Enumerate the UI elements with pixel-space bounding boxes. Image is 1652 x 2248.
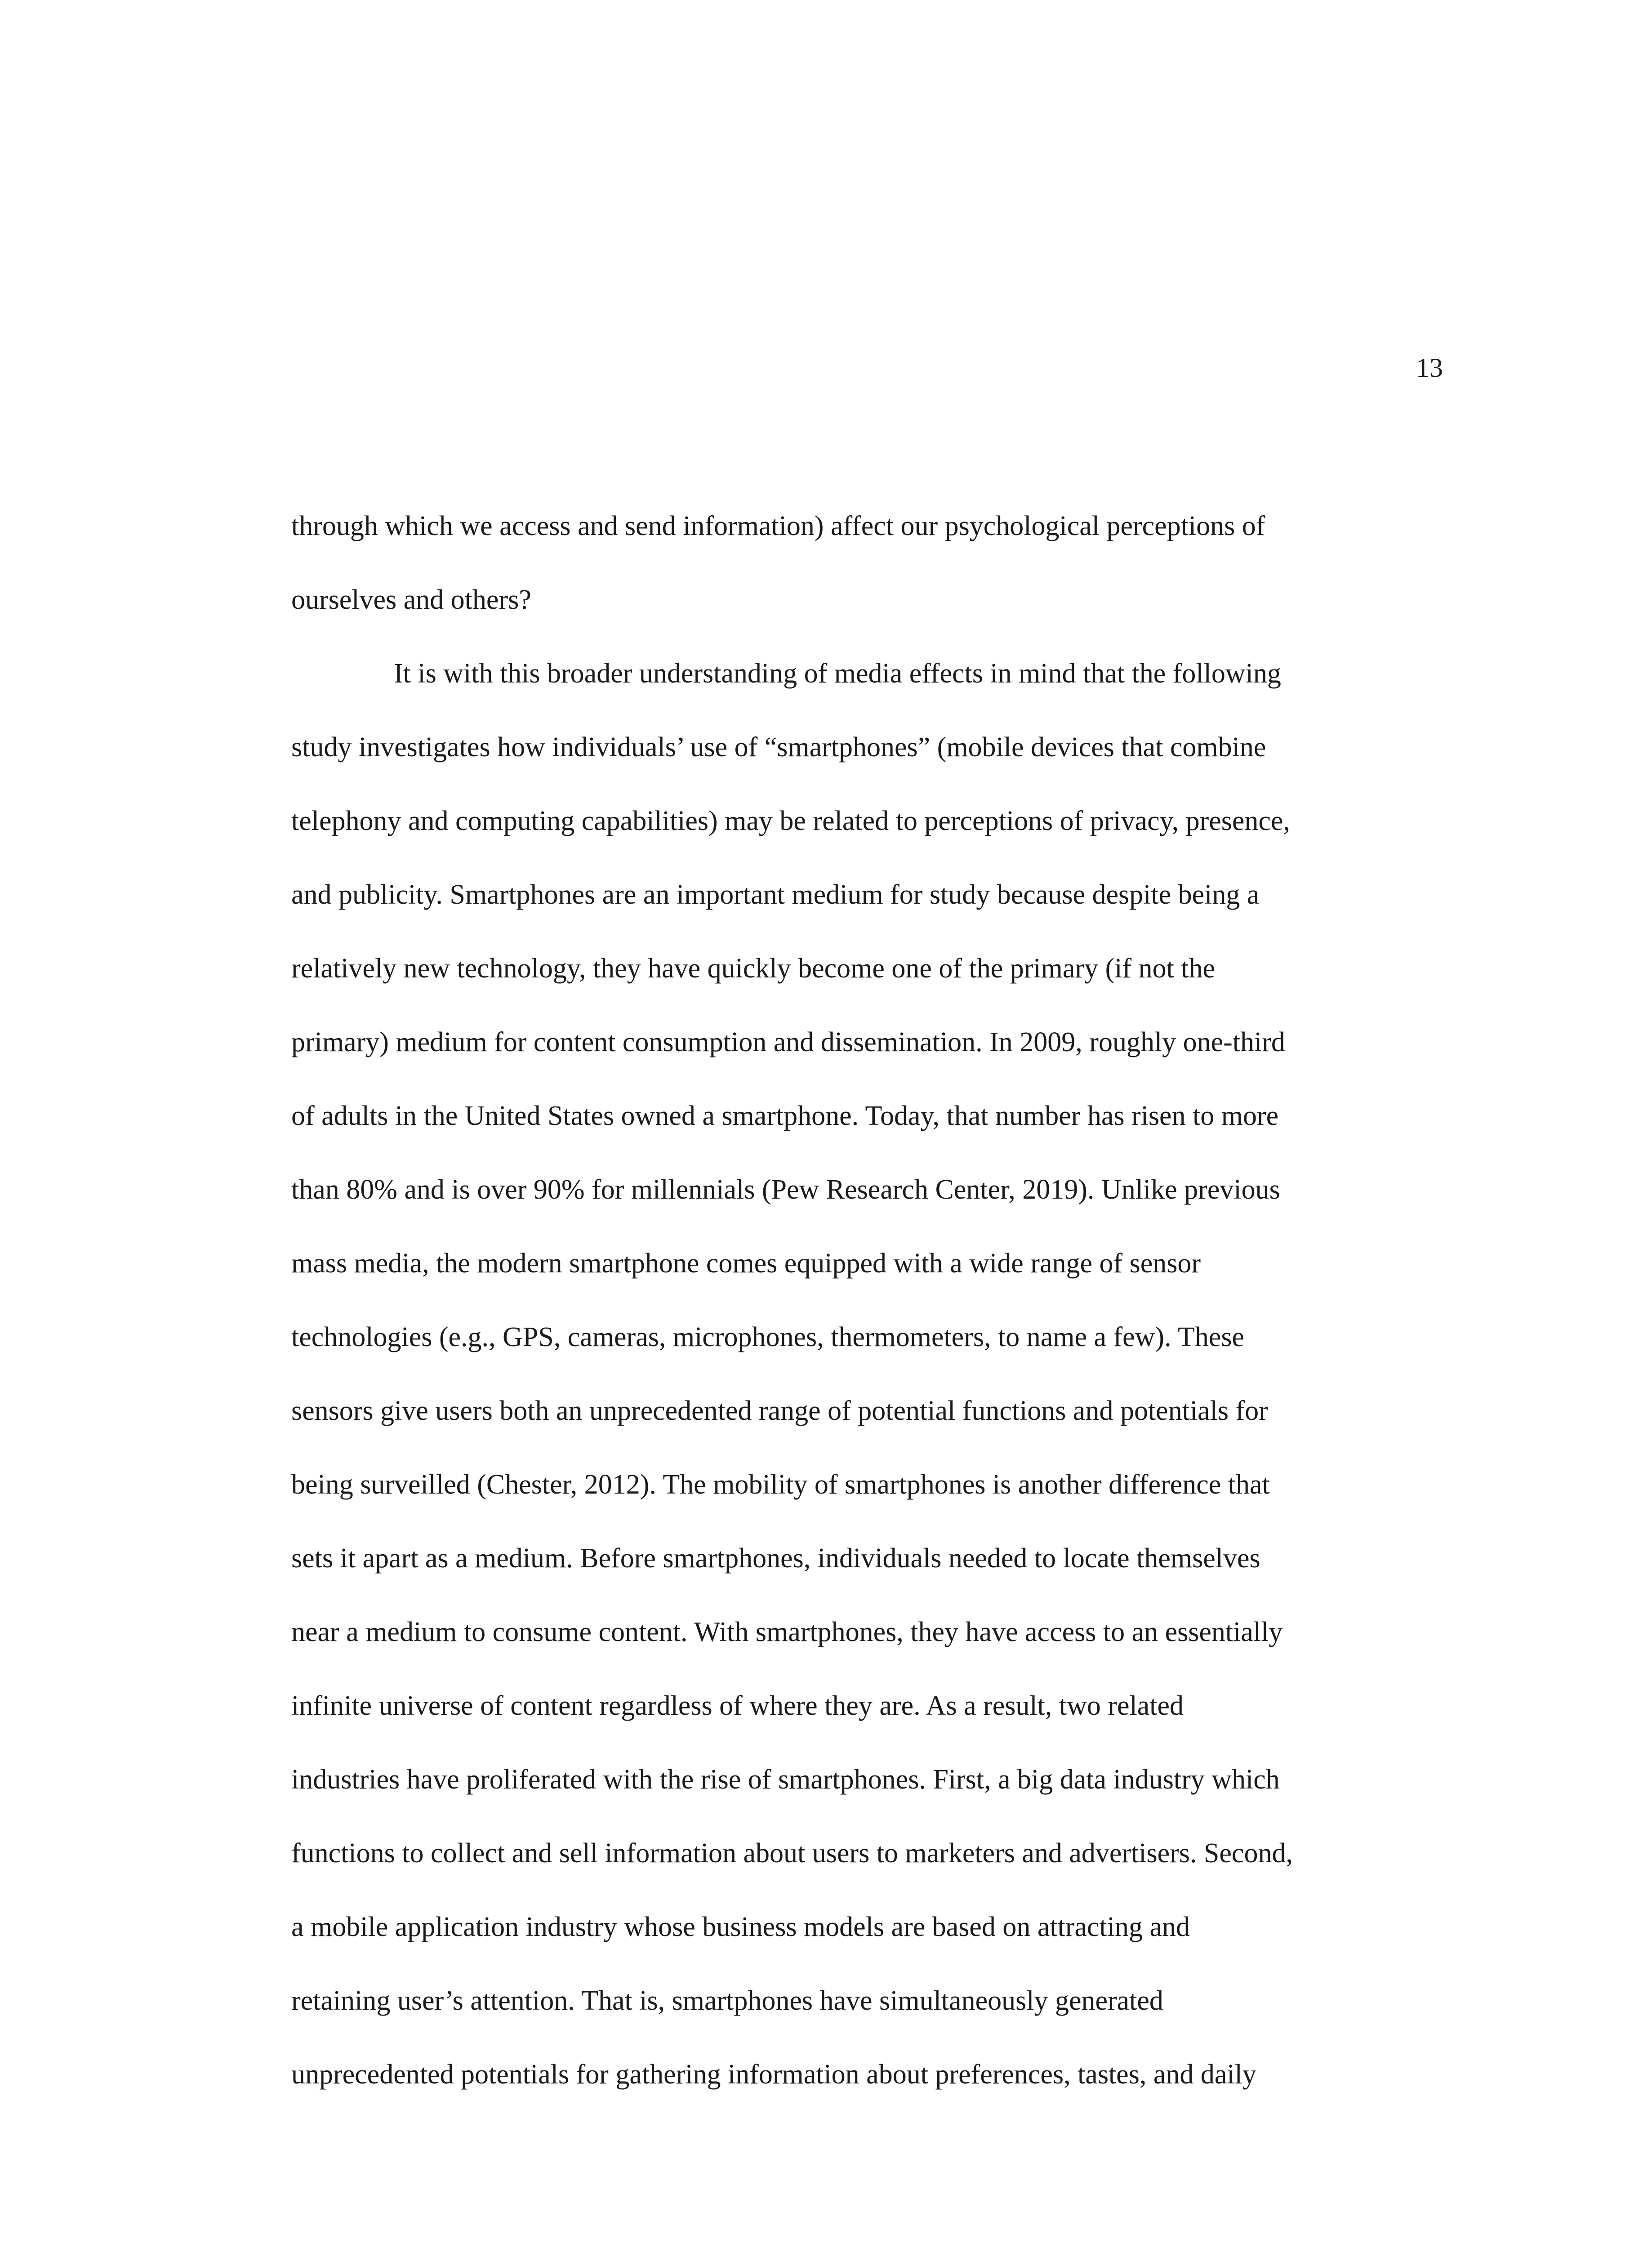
text-line: unprecedented potentials for gathering information about preferences, tastes, and daily xyxy=(291,2059,1256,2090)
text-line: industries have proliferated with the rise of smartphones. First, a big data industry which xyxy=(291,1764,1280,1795)
text-line: a mobile application industry whose business models are based on attracting and xyxy=(291,1912,1190,1942)
text-line: than 80% and is over 90% for millennials (Pew Research Center, 2019). Unlike previous xyxy=(291,1174,1280,1205)
text-line: infinite universe of content regardless of where they are. As a result, two related xyxy=(291,1690,1184,1721)
text-line: and publicity. Smartphones are an important medium for study because despite being a xyxy=(291,879,1260,910)
text-line: technologies (e.g., GPS, cameras, microphones, thermometers, to name a few). These xyxy=(291,1322,1244,1352)
text-line: ourselves and others? xyxy=(291,584,531,615)
text-line: relatively new technology, they have quickly become one of the primary (if not the xyxy=(291,953,1216,984)
text-line: sensors give users both an unprecedented range of potential functions and potentials for xyxy=(291,1396,1268,1426)
text-line: telephony and computing capabilities) may be related to perceptions of privacy, presence, xyxy=(291,806,1290,836)
text-line: functions to collect and sell information about users to marketers and advertisers. Second, xyxy=(291,1838,1293,1869)
text-line: through which we access and send information) affect our psychological perceptions of xyxy=(291,511,1265,541)
text-line: sets it apart as a medium. Before smartphones, individuals needed to locate themselves xyxy=(291,1543,1260,1574)
text-line: mass media, the modern smartphone comes equipped with a wide range of sensor xyxy=(291,1248,1201,1279)
text-line: retaining user’s attention. That is, smartphones have simultaneously generated xyxy=(291,1985,1163,2016)
text-line: near a medium to consume content. With smartphones, they have access to an essentially xyxy=(291,1617,1283,1647)
text-line-paragraph-start: It is with this broader understanding of media effects in mind that the following xyxy=(394,658,1281,689)
text-line: primary) medium for content consumption and dissemination. In 2009, roughly one-third xyxy=(291,1027,1285,1057)
text-line: of adults in the United States owned a smartphone. Today, that number has risen to more xyxy=(291,1101,1279,1131)
page-number: 13 xyxy=(1416,353,1443,383)
text-line: study investigates how individuals’ use of “smartphones” (mobile devices that combine xyxy=(291,732,1266,763)
text-line: being surveilled (Chester, 2012). The mobility of smartphones is another difference that xyxy=(291,1469,1270,1500)
body-text xyxy=(291,489,1460,2111)
